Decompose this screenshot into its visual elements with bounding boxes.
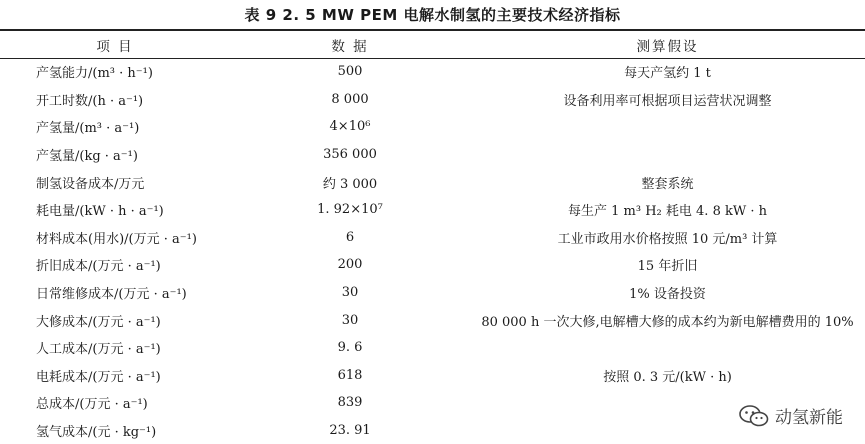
table-row	[0, 279, 865, 307]
row-item: 开工时数/(h · a⁻¹)	[36, 93, 144, 109]
table-row	[0, 251, 865, 279]
row-item: 电耗成本/(万元 · a⁻¹)	[36, 369, 161, 385]
row-value: 1. 92×10⁷	[317, 202, 383, 218]
table-row	[0, 224, 865, 252]
row-note: 整套系统	[641, 176, 694, 192]
row-note: 80 000 h 一次大修,电解槽大修的成本约为新电解槽费用的 10%	[481, 314, 854, 330]
tech-economic-table	[0, 31, 865, 444]
watermark	[739, 403, 843, 428]
row-item: 总成本/(万元 · a⁻¹)	[36, 397, 148, 413]
header-data: 数 据	[331, 38, 369, 55]
table-row	[0, 417, 865, 444]
table-header-row	[0, 31, 865, 58]
row-item: 大修成本/(万元 · a⁻¹)	[36, 314, 161, 330]
row-item: 日常维修成本/(万元 · a⁻¹)	[36, 287, 187, 303]
header-item: 项 目	[96, 38, 134, 55]
row-note: 设备利用率可根据项目运营状况调整	[563, 93, 772, 109]
table-row	[0, 141, 865, 169]
row-value: 6	[345, 229, 355, 245]
table-row	[0, 196, 865, 224]
row-item: 氢气成本/(元 · kg⁻¹)	[36, 425, 157, 441]
row-note	[470, 113, 865, 141]
row-note	[470, 141, 865, 169]
row-item: 产氢量/(kg · a⁻¹)	[36, 149, 138, 165]
row-note	[470, 334, 865, 362]
row-note: 15 年折旧	[637, 259, 698, 275]
row-item: 折旧成本/(万元 · a⁻¹)	[36, 259, 161, 275]
row-value: 9. 6	[337, 340, 363, 356]
row-value: 839	[337, 395, 363, 411]
header-assumption: 测算假设	[636, 38, 699, 55]
table-row	[0, 306, 865, 334]
watermark-text: 动氢新能	[775, 408, 843, 428]
row-item: 人工成本/(万元 · a⁻¹)	[36, 342, 161, 358]
row-item: 材料成本(用水)/(万元 · a⁻¹)	[36, 231, 197, 247]
row-note: 工业市政用水价格按照 10 元/m³ 计算	[557, 231, 778, 247]
table-caption: 表 9 2. 5 MW PEM 电解水制氢的主要技术经济指标	[244, 6, 621, 24]
table-row	[0, 113, 865, 141]
row-item: 产氢量/(m³ · a⁻¹)	[36, 121, 140, 137]
row-value: 356 000	[323, 147, 377, 163]
table-row	[0, 86, 865, 114]
row-value: 618	[337, 367, 363, 383]
table-row	[0, 58, 865, 86]
row-value: 约 3 000	[322, 176, 378, 192]
row-note: 每天产氢约 1 t	[624, 66, 711, 82]
row-value: 4×10⁶	[329, 119, 371, 135]
table-row	[0, 389, 865, 417]
row-note: 按照 0. 3 元/(kW · h)	[603, 369, 732, 385]
table-row	[0, 168, 865, 196]
row-item: 制氢设备成本/万元	[36, 176, 145, 192]
row-item: 耗电量/(kW · h · a⁻¹)	[36, 204, 164, 220]
row-value: 200	[337, 257, 363, 273]
table-row	[0, 334, 865, 362]
row-value: 500	[337, 64, 363, 80]
row-value: 30	[341, 285, 359, 301]
row-value: 23. 91	[329, 423, 371, 439]
wechat-icon	[739, 404, 769, 428]
row-value: 30	[341, 312, 359, 328]
row-item: 产氢能力/(m³ · h⁻¹)	[36, 66, 153, 82]
row-value: 8 000	[331, 91, 369, 107]
row-note: 1% 设备投资	[629, 287, 706, 303]
table-row	[0, 362, 865, 390]
row-note: 每生产 1 m³ H₂ 耗电 4. 8 kW · h	[568, 204, 767, 220]
